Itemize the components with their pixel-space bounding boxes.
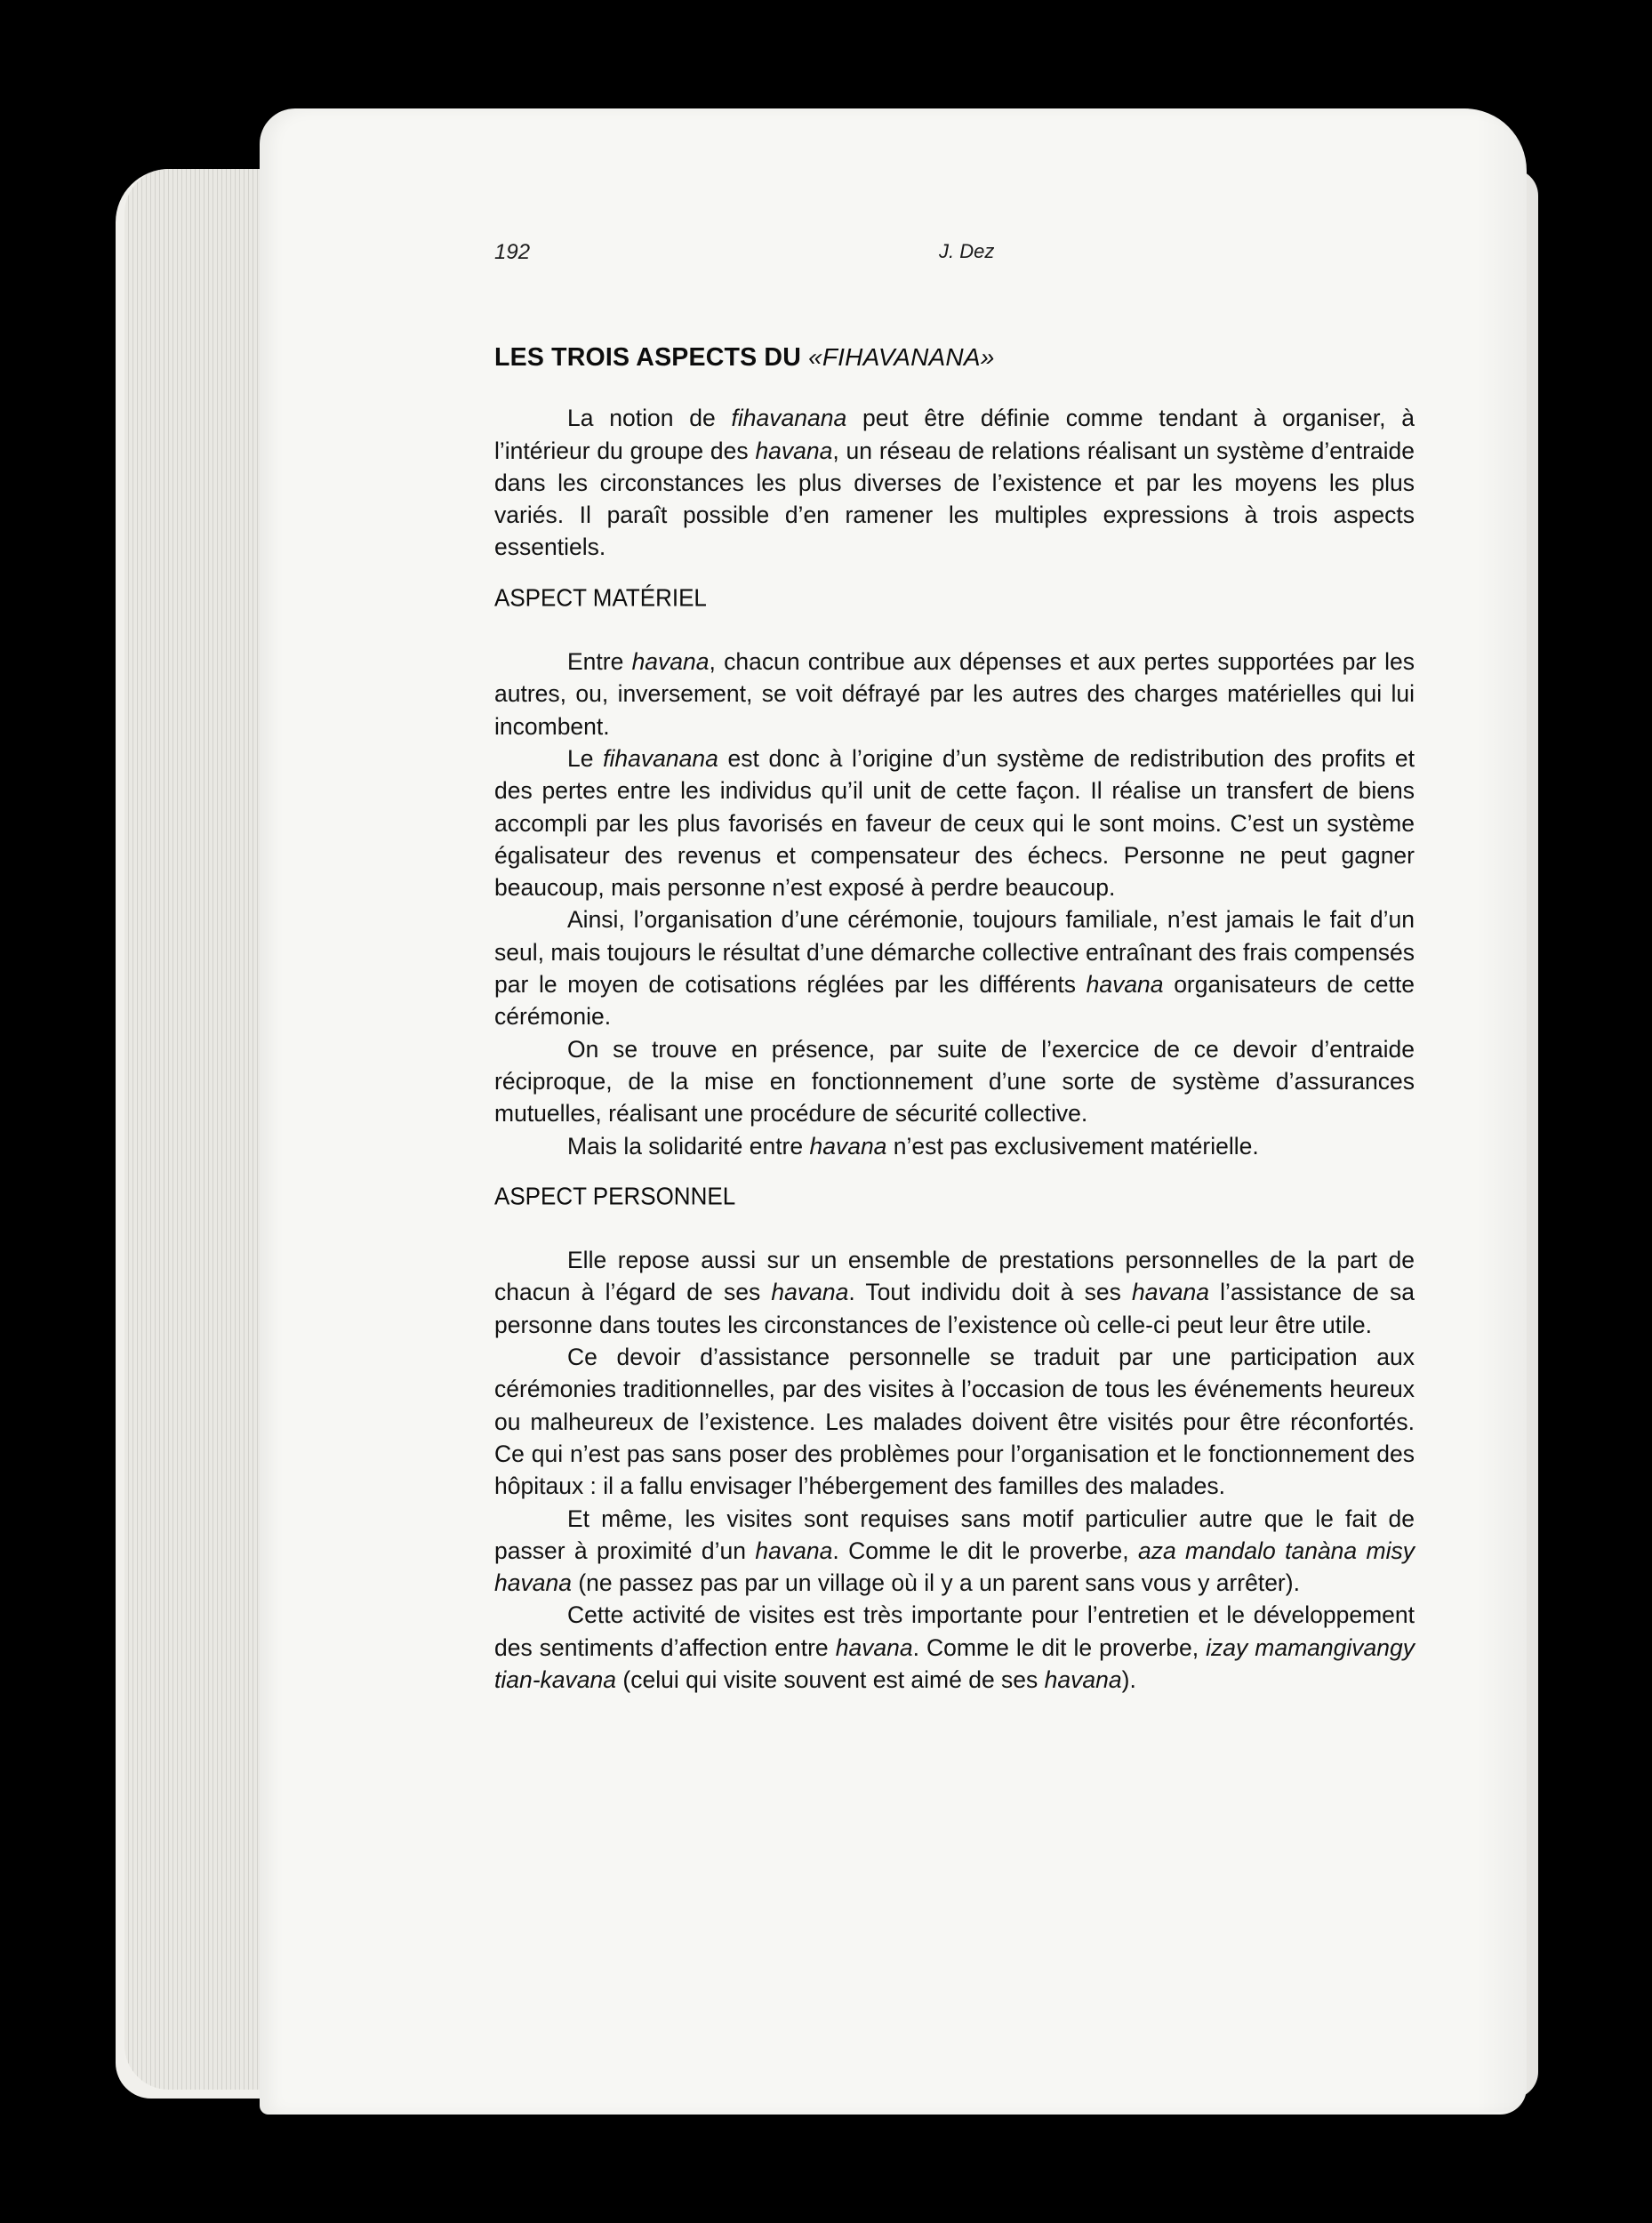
italic-term: havana: [1086, 971, 1164, 999]
text-run: (celui qui visite souvent est aimé de ses: [616, 1665, 1045, 1693]
text-run: Cette activité de visites est très importante pour l’entretien et le développement des sentiments d’affection entre: [494, 1601, 1415, 1661]
paragraph: [494, 1503, 1415, 1600]
italic-term: izay mamangivangy tian-kavana: [494, 1633, 1415, 1693]
paragraph: [494, 1341, 1415, 1502]
text-run: l’assistance de sa personne dans toutes les circonstances de l’existence où celle-ci peut leur être utile.: [494, 1279, 1415, 1338]
page-curve-shadow: [1476, 111, 1547, 2112]
italic-term: fihavanana: [603, 744, 718, 772]
text-run: . Comme le dit le proverbe,: [832, 1537, 1138, 1564]
italic-term: havana: [755, 437, 833, 464]
text-run: , chacun contribue aux dépenses et aux pertes supportées par les autres, ou, inversement, se voit défrayé par les autres des charges matérielles qui lui incombent.: [494, 648, 1415, 740]
page-content: [494, 341, 1415, 1696]
paragraph: [494, 1033, 1415, 1130]
italic-term: aza mandalo tanàna misy havana: [494, 1537, 1415, 1597]
paragraph: [494, 1130, 1415, 1162]
title-prefix: LES TROIS ASPECTS DU: [494, 343, 809, 372]
text-run: ).: [1121, 1665, 1136, 1693]
text-run: est donc à l’origine d’un système de redistribution des profits et des pertes entre les individus qu’il unit de cette façon. Il réalise un transfert de biens accompli par les plus favorisés en faveur de ceux qui le sont moins. C’est un système égalisateur des revenus et compensateur des échecs. Personne ne peut gagner beaucoup, mais personne n’est exposé à perdre beaucoup.: [494, 744, 1415, 902]
text-run: Entre: [567, 648, 632, 676]
text-run: organisateurs de cette cérémonie.: [494, 971, 1415, 1031]
text-run: (ne passez pas par un village où il y a un parent sans vous y arrêter).: [571, 1569, 1300, 1597]
paragraph: [494, 742, 1415, 903]
text-run: Ainsi, l’organisation d’une cérémonie, toujours familiale, n’est jamais le fait d’un seul, mais toujours le résultat d’une démarche collective entraînant des frais compensés par le moyen de cotisations réglées par les différents: [494, 906, 1415, 999]
text-run: Mais la solidarité entre: [567, 1132, 810, 1160]
paragraph: [494, 903, 1415, 1032]
paragraph: [494, 1599, 1415, 1696]
italic-term: havana: [1132, 1279, 1209, 1306]
running-head: J. Dez: [939, 240, 995, 262]
page-number: 192: [494, 240, 531, 264]
text-run: peut être définie comme tendant à organiser, à l’intérieur du groupe des: [494, 405, 1415, 464]
italic-term: havana: [809, 1132, 887, 1160]
italic-term: havana: [771, 1279, 849, 1306]
text-run: Le: [567, 744, 604, 772]
italic-term: havana: [631, 648, 710, 676]
page-header: [494, 240, 1415, 276]
text-run: La notion de: [567, 405, 732, 432]
text-run: . Comme le dit le proverbe,: [912, 1633, 1207, 1661]
text-run: Ce devoir d’assistance personnelle se traduit par une participation aux cérémonies traditionnelles, par des visites à l’occasion de tous les événements heureux ou malheureux de l’existence. Les malades doivent être visités pour être réconfortés. Ce qui n’est pas sans poser des problèmes pour l’organisation et le fonctionnement des hôpitaux : il a fallu envisager l’hébergement des familles des malades.: [494, 1344, 1415, 1500]
text-run: , un réseau de relations réalisant un système d’entraide dans les circonstances les plus diverses de l’existence et par les moyens les plus variés. Il paraît possible d’en ramener les multiples expressions à trois aspects essentiels.: [494, 437, 1415, 561]
article-title: [494, 341, 1415, 373]
italic-term: havana: [755, 1537, 833, 1564]
section-heading-personnel: ASPECT PERSONNEL: [494, 1182, 736, 1210]
paragraph: [494, 646, 1415, 742]
intro-paragraph: [494, 402, 1415, 563]
italic-term: fihavanana: [731, 405, 847, 432]
paragraph: [494, 1244, 1415, 1341]
section-heading-materiel: ASPECT MATÉRIEL: [494, 583, 707, 612]
text-run: On se trouve en présence, par suite de l’exercice de ce devoir d’entraide réciproque, de la mise en fonctionnement d’une sorte de système d’assurances mutuelles, réalisant une procédure de sécurité collective.: [494, 1035, 1415, 1128]
italic-term: havana: [1044, 1665, 1122, 1693]
italic-term: havana: [835, 1633, 913, 1661]
text-run: Elle repose aussi sur un ensemble de prestations personnelles de la part de chacun à l’égard de ses: [494, 1247, 1415, 1306]
text-run: n’est pas exclusivement matérielle.: [886, 1132, 1259, 1160]
title-italic: «FIHAVANANA»: [808, 343, 995, 371]
page-edges: [124, 169, 276, 2090]
text-run: Et même, les visites sont requises sans motif particulier autre que le fait de passer à proximité d’un: [494, 1505, 1415, 1564]
text-run: . Tout individu doit à ses: [848, 1279, 1133, 1306]
